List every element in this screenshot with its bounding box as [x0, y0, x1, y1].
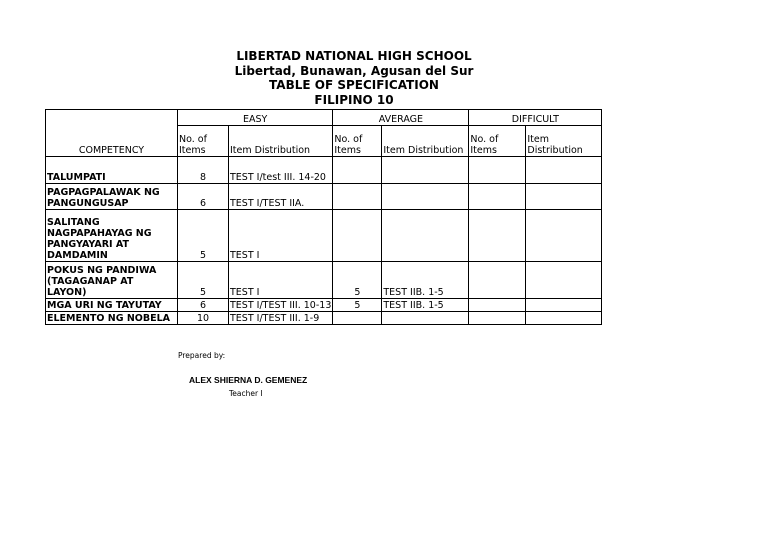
table-row: [46, 157, 602, 184]
easy-distribution-cell: TEST I/TEST III. 1-9: [229, 312, 333, 325]
easy-items-cell: 5: [178, 262, 229, 299]
average-distribution-cell: [382, 184, 469, 210]
easy-distribution-cell: TEST I: [229, 262, 333, 299]
competency-cell: PAGPAGPALAWAK NG PANGUNGUSAP: [46, 184, 178, 210]
table-row: [46, 299, 602, 312]
easy-items-header: No. of Items: [178, 126, 229, 157]
level-header-easy: EASY: [178, 110, 333, 126]
preparer-role: Teacher I: [229, 389, 263, 398]
competency-cell: TALUMPATI: [46, 157, 178, 184]
difficult-items-cell: [469, 312, 526, 325]
specification-table: [45, 109, 602, 325]
school-name: LIBERTAD NATIONAL HIGH SCHOOL: [236, 49, 472, 63]
average-distribution-header: Item Distribution: [382, 126, 469, 157]
competency-header: COMPETENCY: [46, 110, 178, 157]
document-header: [0, 49, 708, 107]
easy-distribution-cell: TEST I/TEST IIA.: [229, 184, 333, 210]
difficult-distribution-cell: [526, 262, 602, 299]
table-row: [46, 210, 602, 262]
easy-distribution-cell: TEST I/TEST III. 10-13: [230, 300, 332, 311]
level-header-average: AVERAGE: [333, 110, 469, 126]
difficult-distribution-cell: [526, 299, 602, 312]
level-header-difficult: DIFFICULT: [469, 110, 602, 126]
difficult-items-cell: [469, 210, 526, 262]
difficult-items-cell: [469, 299, 526, 312]
average-distribution-cell: [382, 312, 469, 325]
difficult-items-cell: [469, 262, 526, 299]
competency-cell: SALITANG NAGPAPAHAYAG NG PANGYAYARI AT DAMDAMIN: [46, 210, 178, 262]
easy-items-cell: 6: [178, 184, 229, 210]
average-distribution-cell: [382, 210, 469, 262]
average-items-cell: [333, 210, 382, 262]
average-distribution-cell: TEST IIB. 1-5: [382, 262, 469, 299]
document-title: TABLE OF SPECIFICATION: [269, 78, 439, 92]
subject-title: FILIPINO 10: [314, 92, 394, 107]
difficult-distribution-cell: [526, 157, 602, 184]
difficult-distribution-cell: [526, 312, 602, 325]
average-distribution-cell: [382, 157, 469, 184]
table-row: [46, 262, 602, 299]
difficult-distribution-cell: [526, 210, 602, 262]
competency-cell: ELEMENTO NG NOBELA: [46, 312, 178, 325]
preparer-name: ALEX SHIERNA D. GEMENEZ: [189, 375, 308, 385]
average-items-cell: 5: [333, 262, 382, 299]
easy-items-cell: 5: [178, 210, 229, 262]
easy-items-cell: 10: [178, 312, 229, 325]
difficult-distribution-cell: [526, 184, 602, 210]
average-items-cell: [333, 184, 382, 210]
table-row: [46, 184, 602, 210]
competency-cell: MGA URI NG TAYUTAY: [46, 299, 178, 312]
average-items-cell: 5: [333, 299, 382, 312]
difficult-items-cell: [469, 184, 526, 210]
easy-distribution-header: Item Distribution: [229, 126, 333, 157]
difficult-distribution-header: Item Distribution: [526, 126, 602, 157]
average-distribution-cell: TEST IIB. 1-5: [382, 299, 469, 312]
competency-cell: POKUS NG PANDIWA (TAGAGANAP AT LAYON): [46, 262, 178, 299]
difficult-items-cell: [469, 157, 526, 184]
average-items-cell: [333, 157, 382, 184]
easy-distribution-cell: TEST I: [229, 210, 333, 262]
school-address: Libertad, Bunawan, Agusan del Sur: [234, 63, 474, 78]
prepared-by-label: Prepared by:: [178, 351, 226, 360]
easy-distribution-cell: TEST I/test III. 14-20: [229, 157, 333, 184]
easy-items-cell: 8: [178, 157, 229, 184]
table-row: [46, 312, 602, 325]
average-items-header: No. of Items: [333, 126, 382, 157]
easy-items-cell: 6: [178, 299, 229, 312]
average-items-cell: [333, 312, 382, 325]
difficult-items-header: No. of Items: [469, 126, 526, 157]
